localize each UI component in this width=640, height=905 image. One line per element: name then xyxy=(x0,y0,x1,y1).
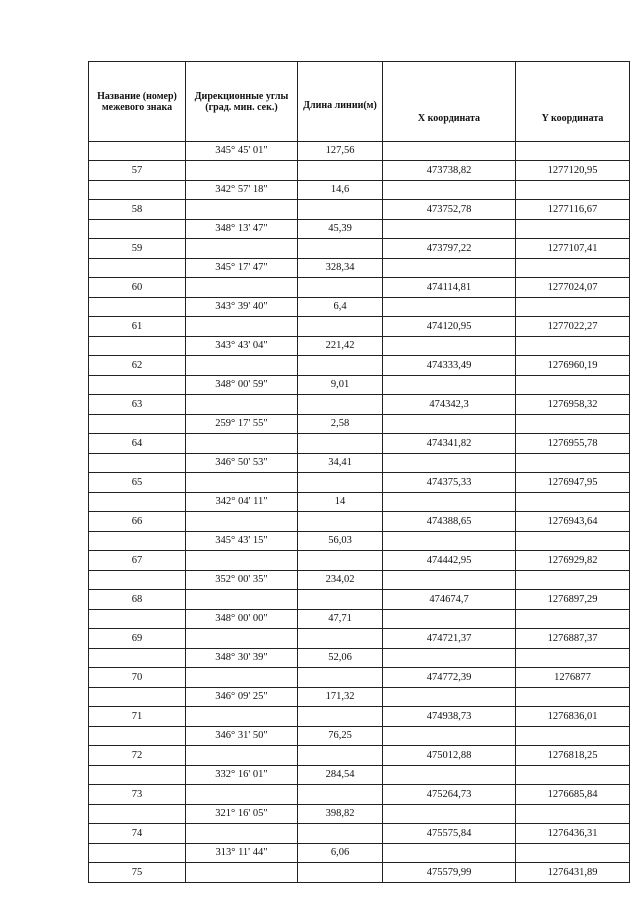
table-row-segment xyxy=(89,493,630,512)
direction-angle-cell: 348° 13' 47" xyxy=(186,220,298,239)
y-coordinate-cell: 1276685,84 xyxy=(516,785,630,805)
direction-angle-cell xyxy=(186,824,298,844)
boundary-coordinates-sheet xyxy=(88,61,629,883)
direction-angle-cell: 343° 43' 04" xyxy=(186,337,298,356)
y-coordinate-cell xyxy=(516,259,630,278)
x-coordinate-cell: 474342,3 xyxy=(383,395,516,415)
x-coordinate-cell: 473752,78 xyxy=(383,200,516,220)
point-name-cell xyxy=(89,766,186,785)
point-name-cell xyxy=(89,532,186,551)
direction-angle-cell xyxy=(186,629,298,649)
line-length-cell xyxy=(298,200,383,220)
direction-angle-cell xyxy=(186,200,298,220)
line-length-cell: 47,71 xyxy=(298,610,383,629)
table-row-point xyxy=(89,746,630,766)
x-coordinate-cell: 474375,33 xyxy=(383,473,516,493)
table-row-segment xyxy=(89,610,630,629)
table-row-segment xyxy=(89,220,630,239)
line-length-cell xyxy=(298,395,383,415)
point-name-cell xyxy=(89,649,186,668)
table-row-point xyxy=(89,629,630,649)
y-coordinate-cell xyxy=(516,181,630,200)
x-coordinate-cell: 473738,82 xyxy=(383,161,516,181)
y-coordinate-cell: 1276877 xyxy=(516,668,630,688)
table-row-segment xyxy=(89,844,630,863)
direction-angle-cell xyxy=(186,551,298,571)
line-length-cell xyxy=(298,356,383,376)
line-length-cell xyxy=(298,707,383,727)
x-coordinate-cell xyxy=(383,844,516,863)
x-coordinate-cell: 475012,88 xyxy=(383,746,516,766)
table-row-segment xyxy=(89,181,630,200)
direction-angle-cell: 259° 17' 55" xyxy=(186,415,298,434)
direction-angle-cell xyxy=(186,707,298,727)
line-length-cell: 14,6 xyxy=(298,181,383,200)
y-coordinate-cell xyxy=(516,493,630,512)
x-coordinate-cell xyxy=(383,298,516,317)
line-length-cell: 221,42 xyxy=(298,337,383,356)
x-coordinate-cell: 474114,81 xyxy=(383,278,516,298)
direction-angle-cell: 346° 50' 53" xyxy=(186,454,298,473)
direction-angle-cell xyxy=(186,278,298,298)
header-line-length: Длина линии(м) xyxy=(298,62,383,142)
line-length-cell: 9,01 xyxy=(298,376,383,395)
x-coordinate-cell xyxy=(383,805,516,824)
x-coordinate-cell: 475264,73 xyxy=(383,785,516,805)
y-coordinate-cell: 1276818,25 xyxy=(516,746,630,766)
table-row-point xyxy=(89,551,630,571)
point-name-cell: 67 xyxy=(89,551,186,571)
table-row-segment xyxy=(89,142,630,161)
x-coordinate-cell: 474388,65 xyxy=(383,512,516,532)
point-name-cell: 70 xyxy=(89,668,186,688)
line-length-cell: 171,32 xyxy=(298,688,383,707)
y-coordinate-cell xyxy=(516,649,630,668)
direction-angle-cell: 332° 16' 01" xyxy=(186,766,298,785)
direction-angle-cell: 345° 17' 47" xyxy=(186,259,298,278)
x-coordinate-cell xyxy=(383,649,516,668)
point-name-cell: 71 xyxy=(89,707,186,727)
table-row-segment xyxy=(89,766,630,785)
y-coordinate-cell xyxy=(516,727,630,746)
x-coordinate-cell xyxy=(383,493,516,512)
y-coordinate-cell: 1276960,19 xyxy=(516,356,630,376)
x-coordinate-cell: 474120,95 xyxy=(383,317,516,337)
table-row-segment xyxy=(89,649,630,668)
direction-angle-cell: 321° 16' 05" xyxy=(186,805,298,824)
y-coordinate-cell: 1276436,31 xyxy=(516,824,630,844)
line-length-cell: 45,39 xyxy=(298,220,383,239)
table-row-point xyxy=(89,356,630,376)
y-coordinate-cell xyxy=(516,532,630,551)
x-coordinate-cell xyxy=(383,415,516,434)
point-name-cell xyxy=(89,805,186,824)
point-name-cell: 66 xyxy=(89,512,186,532)
x-coordinate-cell: 475575,84 xyxy=(383,824,516,844)
table-row-segment xyxy=(89,571,630,590)
x-coordinate-cell xyxy=(383,337,516,356)
table-row-point xyxy=(89,434,630,454)
table-row-point xyxy=(89,200,630,220)
point-name-cell: 75 xyxy=(89,863,186,883)
y-coordinate-cell: 1276836,01 xyxy=(516,707,630,727)
direction-angle-cell: 348° 00' 00" xyxy=(186,610,298,629)
y-coordinate-cell: 1277024,07 xyxy=(516,278,630,298)
x-coordinate-cell xyxy=(383,688,516,707)
direction-angle-cell: 345° 45' 01" xyxy=(186,142,298,161)
point-name-cell: 74 xyxy=(89,824,186,844)
x-coordinate-cell xyxy=(383,220,516,239)
y-coordinate-cell xyxy=(516,844,630,863)
direction-angle-cell: 343° 39' 40" xyxy=(186,298,298,317)
table-row-point xyxy=(89,707,630,727)
direction-angle-cell: 348° 30' 39" xyxy=(186,649,298,668)
line-length-cell xyxy=(298,551,383,571)
y-coordinate-cell: 1276958,32 xyxy=(516,395,630,415)
line-length-cell xyxy=(298,824,383,844)
point-name-cell xyxy=(89,688,186,707)
table-row-segment xyxy=(89,259,630,278)
point-name-cell xyxy=(89,727,186,746)
y-coordinate-cell: 1277120,95 xyxy=(516,161,630,181)
y-coordinate-cell: 1276955,78 xyxy=(516,434,630,454)
line-length-cell xyxy=(298,512,383,532)
table-row-segment xyxy=(89,337,630,356)
line-length-cell xyxy=(298,590,383,610)
direction-angle-cell: 345° 43' 15" xyxy=(186,532,298,551)
x-coordinate-cell xyxy=(383,727,516,746)
point-name-cell xyxy=(89,571,186,590)
y-coordinate-cell xyxy=(516,220,630,239)
direction-angle-cell xyxy=(186,356,298,376)
table-row-segment xyxy=(89,376,630,395)
y-coordinate-cell: 1276929,82 xyxy=(516,551,630,571)
point-name-cell xyxy=(89,454,186,473)
line-length-cell xyxy=(298,317,383,337)
line-length-cell: 398,82 xyxy=(298,805,383,824)
direction-angle-cell xyxy=(186,317,298,337)
direction-angle-cell xyxy=(186,161,298,181)
x-coordinate-cell: 474674,7 xyxy=(383,590,516,610)
x-coordinate-cell xyxy=(383,376,516,395)
direction-angle-cell: 342° 57' 18" xyxy=(186,181,298,200)
table-row-point xyxy=(89,824,630,844)
line-length-cell xyxy=(298,785,383,805)
point-name-cell: 57 xyxy=(89,161,186,181)
x-coordinate-cell xyxy=(383,532,516,551)
y-coordinate-cell xyxy=(516,571,630,590)
point-name-cell: 73 xyxy=(89,785,186,805)
table-row-point xyxy=(89,317,630,337)
table-row-point xyxy=(89,395,630,415)
line-length-cell xyxy=(298,239,383,259)
y-coordinate-cell xyxy=(516,142,630,161)
direction-angle-cell xyxy=(186,434,298,454)
x-coordinate-cell: 474442,95 xyxy=(383,551,516,571)
point-name-cell xyxy=(89,259,186,278)
line-length-cell xyxy=(298,746,383,766)
line-length-cell xyxy=(298,629,383,649)
point-name-cell: 64 xyxy=(89,434,186,454)
direction-angle-cell xyxy=(186,746,298,766)
point-name-cell: 68 xyxy=(89,590,186,610)
point-name-cell xyxy=(89,493,186,512)
point-name-cell xyxy=(89,337,186,356)
table-row-segment xyxy=(89,298,630,317)
table-row-segment xyxy=(89,805,630,824)
x-coordinate-cell: 474341,82 xyxy=(383,434,516,454)
y-coordinate-cell xyxy=(516,454,630,473)
table-row-segment xyxy=(89,454,630,473)
line-length-cell xyxy=(298,434,383,454)
x-coordinate-cell: 474938,73 xyxy=(383,707,516,727)
line-length-cell: 2,58 xyxy=(298,415,383,434)
table-row-segment xyxy=(89,727,630,746)
table-row-point xyxy=(89,278,630,298)
y-coordinate-cell xyxy=(516,337,630,356)
table-row-point xyxy=(89,512,630,532)
point-name-cell: 61 xyxy=(89,317,186,337)
header-point-name: Название (номер) межевого знака xyxy=(89,62,186,142)
y-coordinate-cell: 1276943,64 xyxy=(516,512,630,532)
line-length-cell: 76,25 xyxy=(298,727,383,746)
boundary-points-table xyxy=(88,61,630,883)
line-length-cell: 234,02 xyxy=(298,571,383,590)
table-row-point xyxy=(89,863,630,883)
x-coordinate-cell xyxy=(383,259,516,278)
x-coordinate-cell: 474772,39 xyxy=(383,668,516,688)
direction-angle-cell: 346° 31' 50" xyxy=(186,727,298,746)
table-row-point xyxy=(89,239,630,259)
x-coordinate-cell: 474333,49 xyxy=(383,356,516,376)
direction-angle-cell xyxy=(186,512,298,532)
line-length-cell: 328,34 xyxy=(298,259,383,278)
y-coordinate-cell xyxy=(516,805,630,824)
y-coordinate-cell: 1276887,37 xyxy=(516,629,630,649)
x-coordinate-cell: 473797,22 xyxy=(383,239,516,259)
x-coordinate-cell xyxy=(383,181,516,200)
y-coordinate-cell: 1277022,27 xyxy=(516,317,630,337)
direction-angle-cell: 342° 04' 11" xyxy=(186,493,298,512)
y-coordinate-cell xyxy=(516,415,630,434)
table-row-point xyxy=(89,161,630,181)
table-header-row xyxy=(89,62,630,142)
y-coordinate-cell: 1276947,95 xyxy=(516,473,630,493)
direction-angle-cell xyxy=(186,668,298,688)
direction-angle-cell xyxy=(186,863,298,883)
direction-angle-cell xyxy=(186,239,298,259)
header-x-coordinate: X координата xyxy=(383,62,516,142)
table-row-point xyxy=(89,785,630,805)
point-name-cell xyxy=(89,181,186,200)
y-coordinate-cell: 1276897,29 xyxy=(516,590,630,610)
line-length-cell xyxy=(298,161,383,181)
point-name-cell xyxy=(89,415,186,434)
line-length-cell xyxy=(298,278,383,298)
table-row-point xyxy=(89,668,630,688)
point-name-cell xyxy=(89,610,186,629)
point-name-cell: 60 xyxy=(89,278,186,298)
direction-angle-cell xyxy=(186,590,298,610)
line-length-cell: 52,06 xyxy=(298,649,383,668)
y-coordinate-cell xyxy=(516,298,630,317)
point-name-cell xyxy=(89,844,186,863)
point-name-cell xyxy=(89,298,186,317)
point-name-cell xyxy=(89,376,186,395)
table-row-point xyxy=(89,473,630,493)
table-row-point xyxy=(89,590,630,610)
y-coordinate-cell: 1277107,41 xyxy=(516,239,630,259)
direction-angle-cell: 348° 00' 59" xyxy=(186,376,298,395)
y-coordinate-cell xyxy=(516,376,630,395)
y-coordinate-cell: 1276431,89 xyxy=(516,863,630,883)
line-length-cell: 127,56 xyxy=(298,142,383,161)
header-direction-angle: Дирекционные углы (град. мин. сек.) xyxy=(186,62,298,142)
line-length-cell: 14 xyxy=(298,493,383,512)
y-coordinate-cell: 1277116,67 xyxy=(516,200,630,220)
direction-angle-cell: 346° 09' 25" xyxy=(186,688,298,707)
y-coordinate-cell xyxy=(516,766,630,785)
x-coordinate-cell: 475579,99 xyxy=(383,863,516,883)
line-length-cell xyxy=(298,863,383,883)
line-length-cell: 56,03 xyxy=(298,532,383,551)
y-coordinate-cell xyxy=(516,688,630,707)
line-length-cell xyxy=(298,473,383,493)
y-coordinate-cell xyxy=(516,610,630,629)
line-length-cell: 6,06 xyxy=(298,844,383,863)
header-y-coordinate: Y координата xyxy=(516,62,630,142)
direction-angle-cell: 313° 11' 44" xyxy=(186,844,298,863)
point-name-cell xyxy=(89,220,186,239)
table-row-segment xyxy=(89,415,630,434)
x-coordinate-cell xyxy=(383,610,516,629)
point-name-cell: 63 xyxy=(89,395,186,415)
point-name-cell xyxy=(89,142,186,161)
x-coordinate-cell xyxy=(383,454,516,473)
direction-angle-cell xyxy=(186,473,298,493)
direction-angle-cell xyxy=(186,395,298,415)
direction-angle-cell: 352° 00' 35" xyxy=(186,571,298,590)
line-length-cell: 284,54 xyxy=(298,766,383,785)
line-length-cell: 6,4 xyxy=(298,298,383,317)
point-name-cell: 58 xyxy=(89,200,186,220)
x-coordinate-cell xyxy=(383,142,516,161)
table-row-segment xyxy=(89,688,630,707)
x-coordinate-cell xyxy=(383,571,516,590)
direction-angle-cell xyxy=(186,785,298,805)
point-name-cell: 72 xyxy=(89,746,186,766)
point-name-cell: 65 xyxy=(89,473,186,493)
point-name-cell: 62 xyxy=(89,356,186,376)
table-row-segment xyxy=(89,532,630,551)
line-length-cell: 34,41 xyxy=(298,454,383,473)
x-coordinate-cell: 474721,37 xyxy=(383,629,516,649)
x-coordinate-cell xyxy=(383,766,516,785)
point-name-cell: 59 xyxy=(89,239,186,259)
line-length-cell xyxy=(298,668,383,688)
point-name-cell: 69 xyxy=(89,629,186,649)
